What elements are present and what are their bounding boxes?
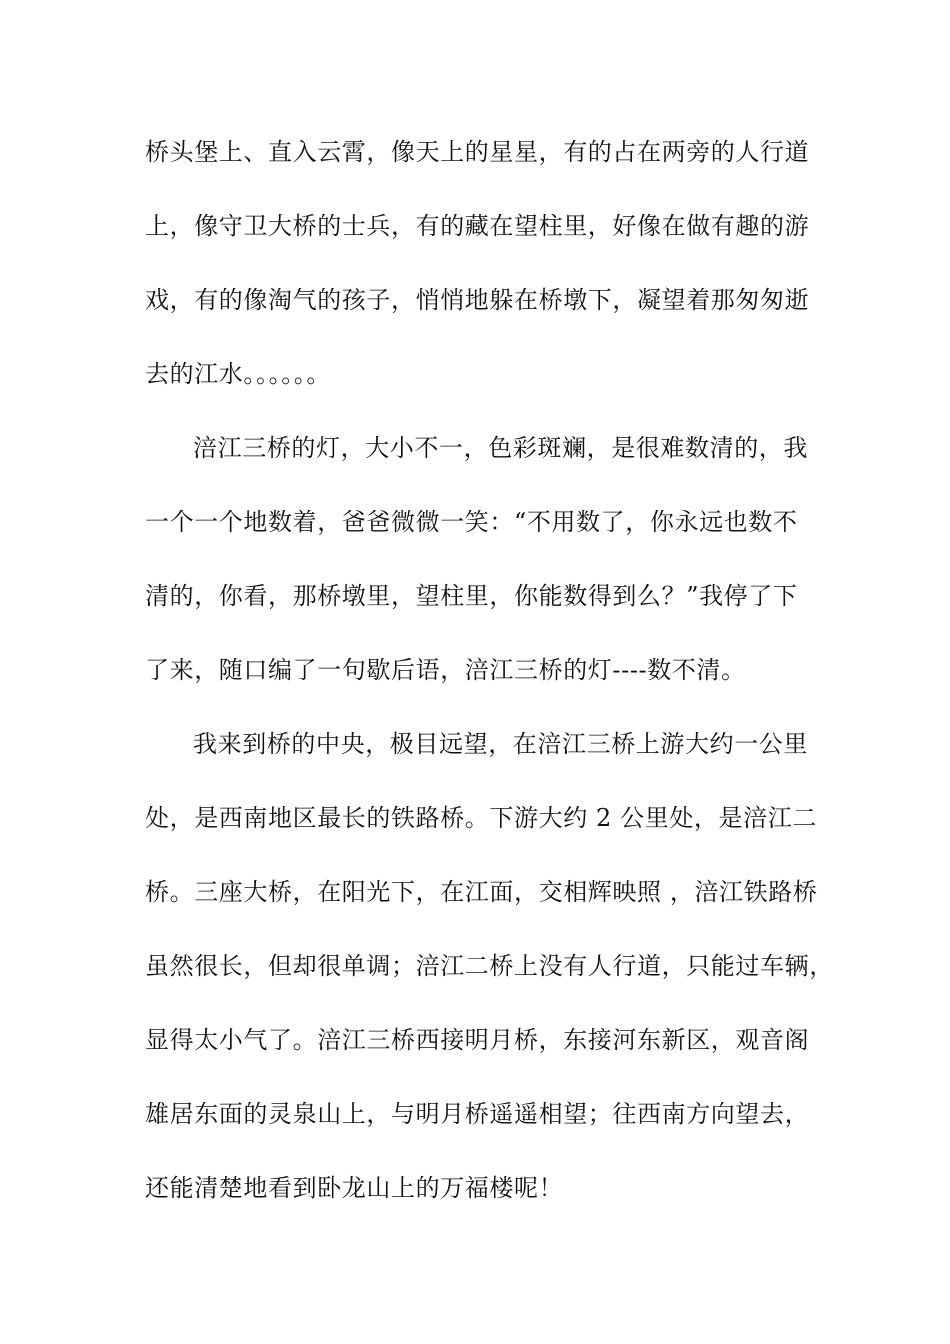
text-line: 一个一个地数着，爸爸微微一笑：“不用数了，你永远也数不 — [145, 508, 798, 536]
text-line: 还能清楚地看到卧龙山上的万福楼呢！ — [145, 1174, 564, 1202]
paragraph-first-line: 我来到桥的中央，极目远望，在涪江三桥上游大约一公里 — [193, 730, 808, 758]
text-line: 处，是西南地区最长的铁路桥。下游大约 2 公里处，是涪江二 — [145, 804, 817, 832]
text-line: 上，像守卫大桥的士兵，有的藏在望柱里，好像在做有趣的游 — [145, 212, 810, 240]
text-line: 桥。三座大桥，在阳光下，在江面，交相辉映照 ，涪江铁路桥 — [145, 878, 818, 906]
text-line: 显得太小气了。涪江三桥西接明月桥，东接河东新区，观音阁 — [145, 1026, 810, 1054]
text-line: 了来，随口编了一句歇后语，涪江三桥的灯----数不清。 — [145, 656, 746, 684]
text-line: 雄居东面的灵泉山上，与明月桥遥遥相望；往西南方向望去， — [145, 1100, 810, 1128]
text-line: 桥头堡上、直入云霄，像天上的星星，有的占在两旁的人行道 — [145, 138, 810, 166]
text-line: 戏，有的像淘气的孩子，悄悄地躲在桥墩下，凝望着那匆匆逝 — [145, 286, 810, 314]
text-line: 虽然很长，但却很单调；涪江二桥上没有人行道，只能过车辆， — [145, 952, 834, 980]
paragraph-first-line: 涪江三桥的灯，大小不一，色彩斑斓，是很难数清的，我 — [193, 434, 808, 462]
text-line: 去的江水。。。。。。 — [145, 360, 331, 388]
text-line: 清的，你看，那桥墩里，望柱里，你能数得到么？”我停了下 — [145, 582, 798, 610]
